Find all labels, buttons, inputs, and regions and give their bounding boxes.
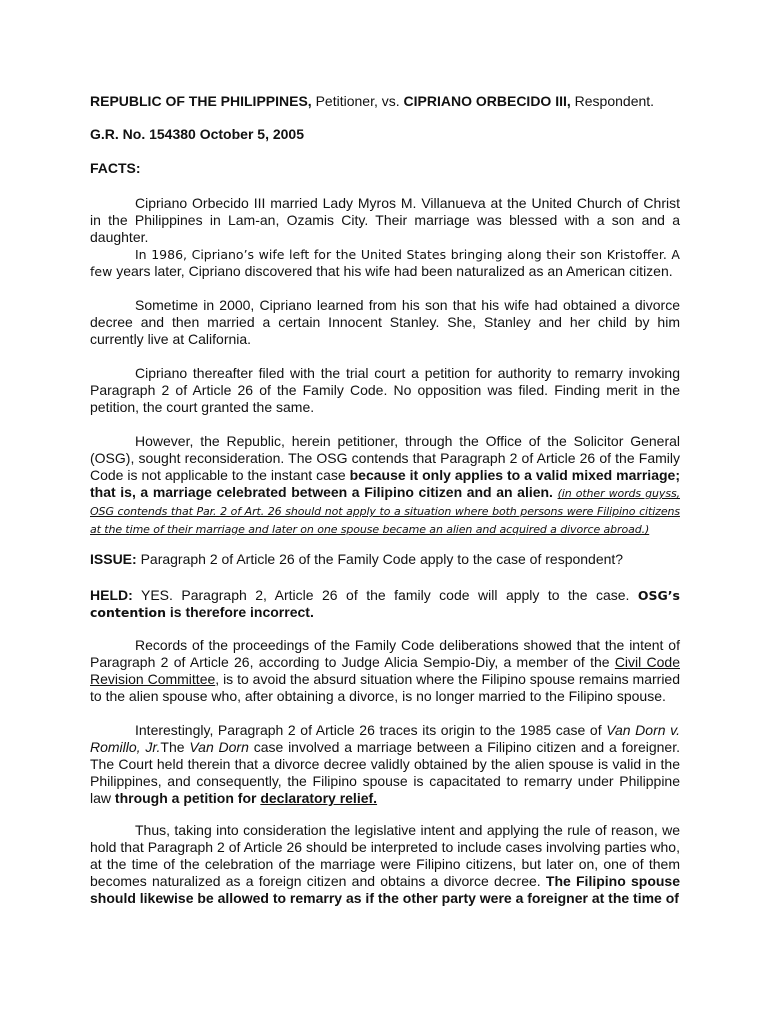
civil-code-revision-committee-link[interactable]: Civil Code Revision Committee xyxy=(90,654,680,687)
van-dorn-case-short: Van Dorn xyxy=(189,739,249,755)
issue-paragraph xyxy=(90,551,680,568)
facts-paragraph-2-lead: In 1986, Cipriano’s wife left for the United States bringing along their son Kristoffer. A few xyxy=(90,247,680,279)
facts-paragraph-4: Cipriano thereafter filed with the trial court a petition for authority to remarry invoking Paragraph 2 of Article 26 of the Family Code. No opposition was filed. Finding merit in the petition, the court granted the same. xyxy=(90,365,680,415)
held-paragraph-2-b: The xyxy=(160,739,190,755)
held-paragraph-1-a: Records of the proceedings of the Family Code deliberations showed that the intent of Paragraph 2 of Article 26, according to Judge Alicia Sempio-Diy, a member of the xyxy=(90,637,680,670)
facts-heading: FACTS: xyxy=(90,160,141,176)
held-bold-a: OSG’s contention xyxy=(90,588,680,620)
held-paragraph-3 xyxy=(90,822,680,907)
case-number: G.R. No. 154380 October 5, 2005 xyxy=(90,126,304,142)
issue-text: Paragraph 2 of Article 26 of the Family Code apply to the case of respondent? xyxy=(136,551,624,567)
facts-paragraph-2-rest: years later, Cipriano discovered that his wife had been naturalized as an American citizen. xyxy=(112,263,673,279)
facts-paragraph-1: Cipriano Orbecido III married Lady Myros M. Villanueva at the United Church of Christ in the Philippines in Lam-an, Ozamis City. Their marriage was blessed with a son and a daughter. xyxy=(90,195,680,245)
case-caption xyxy=(90,93,680,110)
held-bold-b: is therefore incorrect. xyxy=(166,604,314,620)
van-dorn-case-title: Van Dorn v. Romillo, Jr. xyxy=(90,722,680,755)
explanatory-note: (in other words guyss, OSG contends that Par. 2 of Art. 26 should not apply to a situation where both persons were Filipino citizens at the time of their marriage and later on one spouse became an alien and acquired a divorce abroad.) xyxy=(90,487,680,536)
facts-paragraph-5-text: However, the Republic, herein petitioner, through the Office of the Solicitor General (OSG), sought reconsideration. The OSG contends that Paragraph 2 of Article 26 of the Family Code is not applicable to the instant case xyxy=(90,433,680,483)
held-paragraph-1-b: , is to avoid the absurd situation where the Filipino spouse remains married to the alien spouse who, after obtaining a divorce, is no longer married to the Filipino spouse. xyxy=(90,671,680,704)
facts-paragraph-3: Sometime in 2000, Cipriano learned from his son that his wife had obtained a divorce decree and then married a certain Innocent Stanley. She, Stanley and her child by him currently live at California. xyxy=(90,297,680,347)
osg-argument: because it only applies to a valid mixed marriage; that is, a marriage celebrated between a Filipino citizen and an alien. xyxy=(90,467,680,500)
petitioner-name: REPUBLIC OF THE PHILIPPINES, xyxy=(90,93,312,109)
held-paragraph xyxy=(90,587,680,621)
issue-label: ISSUE: xyxy=(90,551,137,567)
held-paragraph-1 xyxy=(90,637,680,705)
held-paragraph-2-a: Interestingly, Paragraph 2 of Article 26 traces its origin to the 1985 case of xyxy=(135,722,607,738)
facts-paragraph-5 xyxy=(90,433,680,538)
held-paragraph-3-bold: The Filipino spouse should likewise be allowed to remarry as if the other party were a foreigner at the time of xyxy=(90,873,680,906)
declaratory-relief: declaratory relief. xyxy=(260,790,378,806)
held-paragraph-2 xyxy=(90,722,680,807)
held-paragraph-2-c: case involved a marriage between a Filipino citizen and a foreigner. The Court held therein that a divorce decree validly obtained by the alien spouse is valid in the Philippines, and consequently, the Filipino spouse is capacitated to remarry under Philippine law xyxy=(90,739,680,806)
petitioner-role: Petitioner, vs. xyxy=(311,93,404,109)
held-label: HELD: xyxy=(90,587,133,603)
held-paragraph-2-bold: through a petition for xyxy=(114,790,261,806)
held-text: YES. Paragraph 2, Article 26 of the family code will apply to the case. xyxy=(132,587,638,603)
facts-paragraph-2 xyxy=(90,246,680,280)
respondent-name: CIPRIANO ORBECIDO III, xyxy=(403,93,571,109)
respondent-role: Respondent. xyxy=(570,93,655,109)
held-paragraph-3-text: Thus, taking into consideration the legislative intent and applying the rule of reason, we hold that Paragraph 2 of Article 26 should be interpreted to include cases involving parties who, at the time of the celebration of the marriage were Filipino citizens, but later on, one of them becomes naturalized as a foreign citizen and obtains a divorce decree. xyxy=(90,822,680,889)
